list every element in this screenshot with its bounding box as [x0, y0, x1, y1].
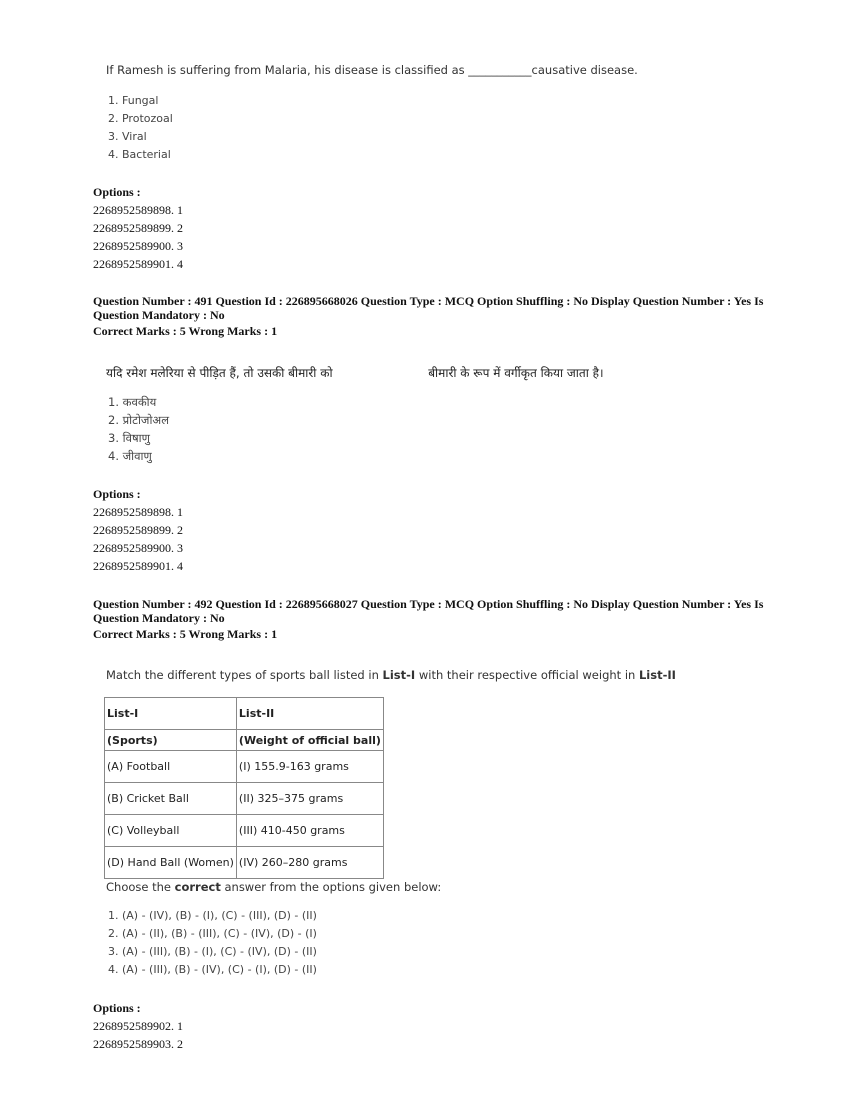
prompt-part-1: यदि रमेश मलेरिया से पीड़ित हैं, तो उसकी बीमारी को — [106, 366, 333, 380]
question-491-prompt — [106, 364, 604, 381]
question-490-prompt: If Ramesh is suffering from Malaria, his disease is classified as ___________causative disease. — [106, 63, 638, 77]
question-492-meta — [93, 597, 793, 641]
option-id: 2268952589901. 4 — [93, 257, 183, 271]
meta-line: Question Number : 492 Question Id : 226895668027 Question Type : MCQ Option Shuffling : No Display Question Number : Yes Is — [93, 597, 764, 611]
marks-line: Correct Marks : 5 Wrong Marks : 1 — [93, 627, 278, 641]
option-id: 2268952589901. 4 — [93, 559, 183, 573]
instruction-pre: Choose the — [106, 880, 175, 894]
question-492-prompt — [106, 668, 676, 682]
choice-3: 3. विषाणु — [108, 431, 150, 445]
option-id: 2268952589898. 1 — [93, 203, 183, 217]
question-491-choices — [108, 393, 169, 465]
match-table — [104, 697, 384, 879]
choice-2: 2. (A) - (II), (B) - (III), (C) - (IV), (D) - (I) — [108, 927, 317, 940]
meta-line: Question Mandatory : No — [93, 308, 225, 322]
table-cell: (II) 325–375 grams — [236, 783, 383, 815]
option-id: 2268952589898. 1 — [93, 505, 183, 519]
option-id: 2268952589902. 1 — [93, 1019, 183, 1033]
table-cell: (III) 410-450 grams — [236, 815, 383, 847]
options-list-490 — [93, 201, 183, 273]
table-subheader-cell: (Weight of official ball) — [236, 730, 383, 751]
choice-3: 3. (A) - (III), (B) - (I), (C) - (IV), (D) - (II) — [108, 945, 317, 958]
instruction-post: answer from the options given below: — [220, 880, 442, 894]
choice-1: 1. Fungal — [108, 94, 159, 107]
list-1-ref: List-I — [382, 668, 416, 682]
options-title: Options : — [93, 487, 141, 501]
table-cell: (B) Cricket Ball — [105, 783, 237, 815]
choice-4: 4. (A) - (III), (B) - (IV), (C) - (I), (D) - (II) — [108, 963, 317, 976]
table-cell: (I) 155.9-163 grams — [236, 751, 383, 783]
question-490-choices — [108, 92, 173, 164]
table-row — [105, 751, 384, 783]
option-id: 2268952589900. 3 — [93, 239, 183, 253]
choice-1: 1. (A) - (IV), (B) - (I), (C) - (III), (D) - (II) — [108, 909, 317, 922]
prompt-pre: Match the different types of sports ball listed in — [106, 668, 383, 682]
options-title: Options : — [93, 1001, 141, 1015]
choice-2: 2. प्रोटोजोअल — [108, 413, 170, 427]
prompt-part-2: बीमारी के रूप में वर्गीकृत किया जाता है। — [428, 366, 604, 380]
table-row — [105, 847, 384, 879]
table-cell: (IV) 260–280 grams — [236, 847, 383, 879]
question-492-choices — [108, 907, 317, 979]
options-list-491 — [93, 503, 183, 575]
choice-4: 4. Bacterial — [108, 148, 171, 161]
match-table-wrapper — [104, 697, 384, 879]
table-header-row — [105, 698, 384, 730]
table-cell: (C) Volleyball — [105, 815, 237, 847]
table-cell: (D) Hand Ball (Women) — [105, 847, 237, 879]
option-id: 2268952589899. 2 — [93, 221, 183, 235]
table-header-cell: List-I — [105, 698, 237, 730]
prompt-mid: with their respective official weight in — [415, 668, 639, 682]
option-id: 2268952589900. 3 — [93, 541, 183, 555]
instruction-bold: correct — [174, 880, 221, 894]
table-cell: (A) Football — [105, 751, 237, 783]
option-id: 2268952589903. 2 — [93, 1037, 183, 1051]
list-2-ref: List-II — [638, 668, 676, 682]
meta-line: Question Mandatory : No — [93, 611, 225, 625]
question-492-instruction — [106, 880, 441, 894]
options-title: Options : — [93, 185, 141, 199]
meta-line: Question Number : 491 Question Id : 226895668026 Question Type : MCQ Option Shuffling : No Display Question Number : Yes Is — [93, 294, 764, 308]
option-id: 2268952589899. 2 — [93, 523, 183, 537]
table-subheader-row — [105, 730, 384, 751]
table-header-cell: List-II — [236, 698, 383, 730]
options-list-492 — [93, 1017, 183, 1053]
choice-2: 2. Protozoal — [108, 112, 173, 125]
table-subheader-cell: (Sports) — [105, 730, 237, 751]
question-491-meta — [93, 294, 793, 338]
marks-line: Correct Marks : 5 Wrong Marks : 1 — [93, 324, 278, 338]
table-row — [105, 783, 384, 815]
choice-3: 3. Viral — [108, 130, 147, 143]
table-row — [105, 815, 384, 847]
choice-4: 4. जीवाणु — [108, 449, 152, 463]
choice-1: 1. कवकीय — [108, 395, 157, 409]
